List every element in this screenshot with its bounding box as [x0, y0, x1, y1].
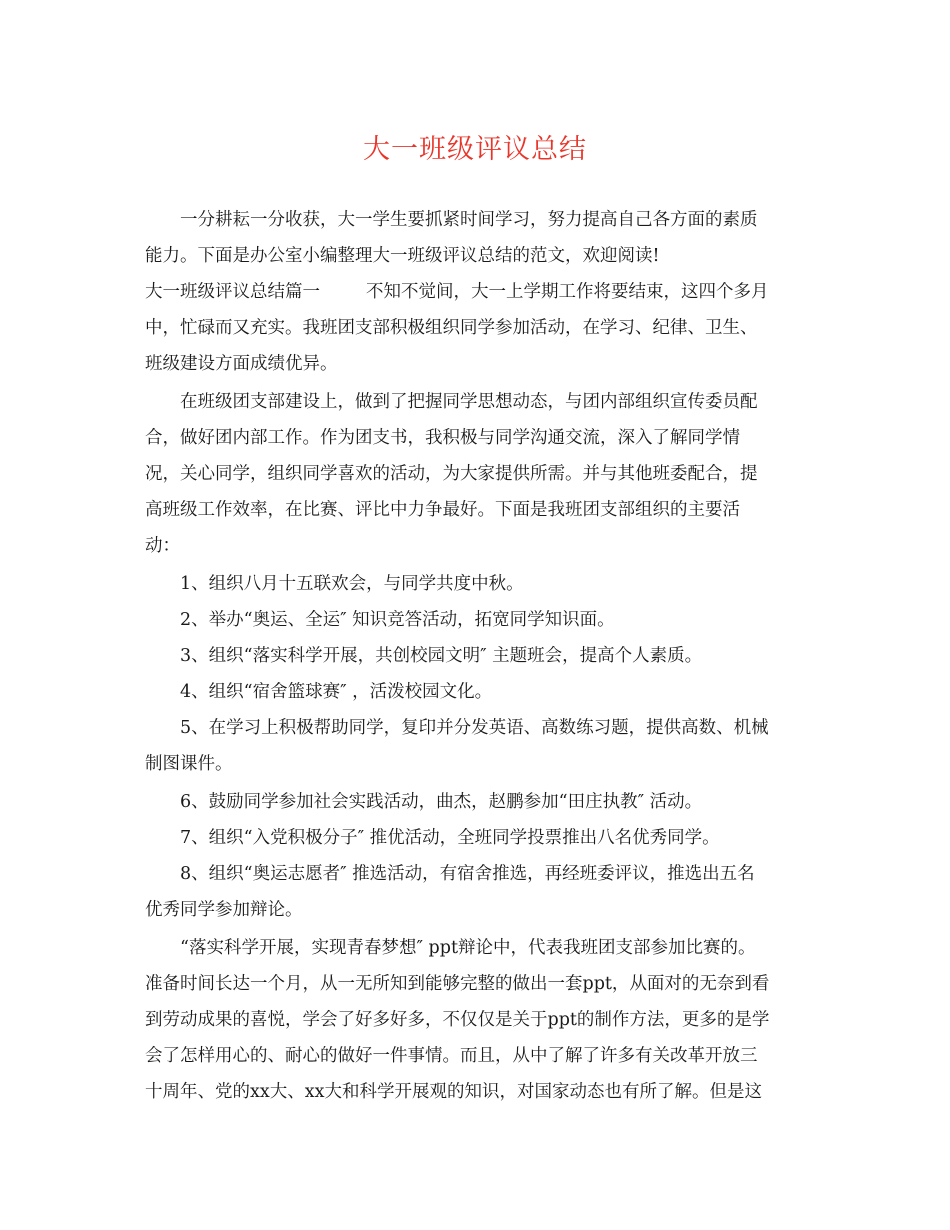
list-item: 8、组织“奥运志愿者″ 推选活动，有宿舍推选，再经班委评议，推选出五名	[180, 864, 755, 884]
paragraph-line: 十周年、党的xx大、xx大和科学开展观的知识，对国家动态也有所了解。但是这	[145, 1082, 762, 1102]
paragraph-line: “落实科学开展，实现青春梦想″ ppt辩论中，代表我班团支部参加比赛的。	[180, 938, 756, 958]
document-title: 大一班级评议总结	[363, 134, 587, 165]
paragraph-line: 到劳动成果的喜悦，学会了好多好多，不仅仅是关于ppt的制作方法，更多的是学	[145, 1010, 770, 1030]
paragraph-line: 准备时间长达一个月，从一无所知到能够完整的做出一套ppt，从面对的无奈到看	[145, 974, 770, 994]
paragraph-line: 在班级团支部建设上，做到了把握同学思想动态，与团内部组织宣传委员配	[180, 392, 758, 412]
list-item: 3、组织“落实科学开展，共创校园文明″ 主题班会，提高个人素质。	[180, 646, 703, 666]
paragraph-line: 一分耕耘一分收获，大一学生要抓紧时间学习，努力提高自己各方面的素质	[180, 210, 758, 230]
section-heading: 大一班级评议总结篇一	[145, 282, 320, 302]
list-item: 5、在学习上积极帮助同学，复印并分发英语、高数练习题，提供高数、机械	[180, 718, 769, 738]
list-item-continuation: 优秀同学参加辩论。	[145, 900, 303, 920]
list-item: 6、鼓励同学参加社会实践活动，曲杰，赵鹏参加“田庄执教″ 活动。	[180, 792, 703, 812]
list-item-continuation: 制图课件。	[145, 754, 233, 774]
paragraph-line: 高班级工作效率，在比赛、评比中力争最好。下面是我班团支部组织的主要活	[145, 500, 740, 520]
paragraph-line: 动：	[145, 536, 180, 556]
paragraph-line: 能力。下面是办公室小编整理大一班级评议总结的范文，欢迎阅读!	[145, 246, 660, 266]
list-item: 4、组织“宿舍篮球赛″ ，活泼校园文化。	[180, 682, 493, 702]
paragraph-line: 合，做好团内部工作。作为团支书，我积极与同学沟通交流，深入了解同学情	[145, 428, 740, 448]
paragraph-line: 会了怎样用心的、耐心的做好一件事情。而且，从中了解了许多有关改革开放三	[145, 1046, 758, 1066]
list-item: 2、举办“奥运、全运″ 知识竞答活动，拓宽同学知识面。	[180, 610, 615, 630]
paragraph-line: 况，关心同学，组织同学喜欢的活动，为大家提供所需。并与其他班委配合，提	[145, 464, 758, 484]
paragraph-line	[145, 279, 769, 305]
paragraph-line: 中，忙碌而又充实。我班团支部积极组织同学参加活动，在学习、纪律、卫生、	[145, 318, 758, 338]
paragraph-line: 班级建设方面成绩优异。	[145, 354, 338, 374]
list-item: 7、组织“入党积极分子″ 推优活动，全班同学投票推出八名优秀同学。	[180, 828, 720, 848]
list-item: 1、组织八月十五联欢会，与同学共度中秋。	[180, 574, 524, 594]
paragraph-text: 不知不觉间，大一上学期工作将要结束，这四个多月	[366, 282, 769, 302]
